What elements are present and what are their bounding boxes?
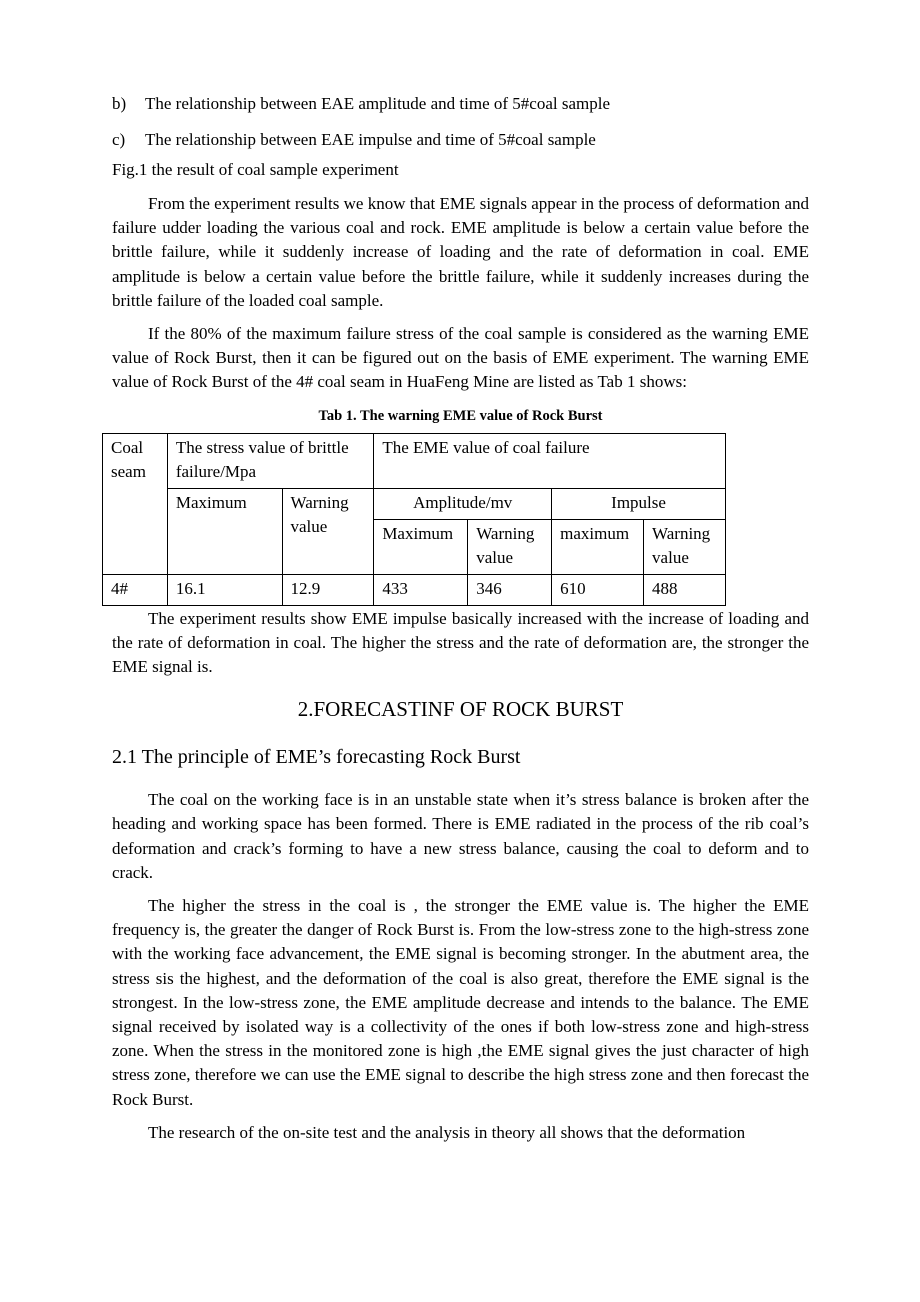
section-heading: 2.FORECASTINF OF ROCK BURST [297,697,624,722]
header-coal-seam: Coal seam [103,433,168,574]
subfigure-text: The relationship between EAE impulse and time of 5#coal sample [145,130,596,149]
header-stress: The stress value of brittle failure/Mpa [167,433,373,488]
paragraph: The research of the on-site test and the analysis in theory all shows that the deformation [148,1122,746,1142]
subfigure-caption-c [112,128,809,152]
table-header-row [103,488,726,519]
header-imp-max: maximum [552,519,644,574]
subfigure-caption-b [112,92,809,116]
subfigure-label: c) [112,130,126,149]
header-amp-max: Maximum [374,519,468,574]
cell-seam: 4# [103,574,168,605]
table-header-row [103,433,726,488]
cell-imp-max: 610 [552,574,644,605]
cell-stress-warn: 12.9 [282,574,374,605]
paragraph: The higher the stress in the coal is , the stronger the EME value is. The higher the EME frequency is, the greater the danger of Rock Burst is. From the low-stress zone to the high-stress zone with the working face advancement, the EME signal is becoming stronger. In the abutment area, the stress sis the highest, and the deformation of the coal is also great, therefore the EME signal is the strongest. In the low-stress zone, the EME amplitude decrease and intends to the balance. The EME signal received by isolated way is a collectivity of the ones if both low-stress zone and high-stress zone. When the stress in the monitored zone is high ,the EME signal gives the just character of high stress zone, therefore we can use the EME signal to describe the high stress zone and then forecast the Rock Burst. [112,896,809,1109]
header-amp-warn: Warning value [468,519,552,574]
paragraph: If the 80% of the maximum failure stress of the coal sample is considered as the warning EME value of Rock Burst, then it can be figured out on the basis of EME experiment. The warning EME value of Rock Burst of the 4# coal seam in HuaFeng Mine are listed as Tab 1 shows: [112,324,809,392]
paragraph: From the experiment results we know that EME signals appear in the process of deformation and failure udder loading the various coal and rock. EME amplitude is below a certain value before the brittle failure, while it suddenly increase of loading and the rate of deformation in coal. EME amplitude is below a certain value before the brittle failure, while it suddenly increases during the brittle failure of the loaded coal sample. [112,194,809,310]
cell-imp-warn: 488 [644,574,726,605]
header-warning: Warning value [282,488,374,574]
cell-amp-max: 433 [374,574,468,605]
header-imp-warn: Warning value [644,519,726,574]
subsection-heading: 2.1 The principle of EME’s forecasting Rock Burst [112,746,521,769]
header-maximum: Maximum [167,488,282,574]
cell-stress-max: 16.1 [167,574,282,605]
header-impulse: Impulse [552,488,726,519]
header-amplitude: Amplitude/mv [374,488,552,519]
header-eme: The EME value of coal failure [374,433,726,488]
table-title: Tab 1. The warning EME value of Rock Burst [318,407,603,424]
subfigure-label: b) [112,94,127,113]
warning-eme-table [102,433,726,606]
subfigure-text: The relationship between EAE amplitude and time of 5#coal sample [145,94,610,113]
document-page [112,92,809,1145]
paragraph: The coal on the working face is in an unstable state when it’s stress balance is broken after the heading and working space has been formed. There is EME radiated in the process of the rib coal’s deformation and crack’s forming to have a new stress balance, causing the coal to deform and to crack. [112,790,809,882]
cell-amp-warn: 346 [468,574,552,605]
figure-caption: Fig.1 the result of coal sample experiment [112,160,399,179]
paragraph: The experiment results show EME impulse basically increased with the increase of loading and the rate of deformation in coal. The higher the stress and the rate of deformation are, the stronger the EME signal is. [112,608,809,677]
table-row [103,574,726,605]
